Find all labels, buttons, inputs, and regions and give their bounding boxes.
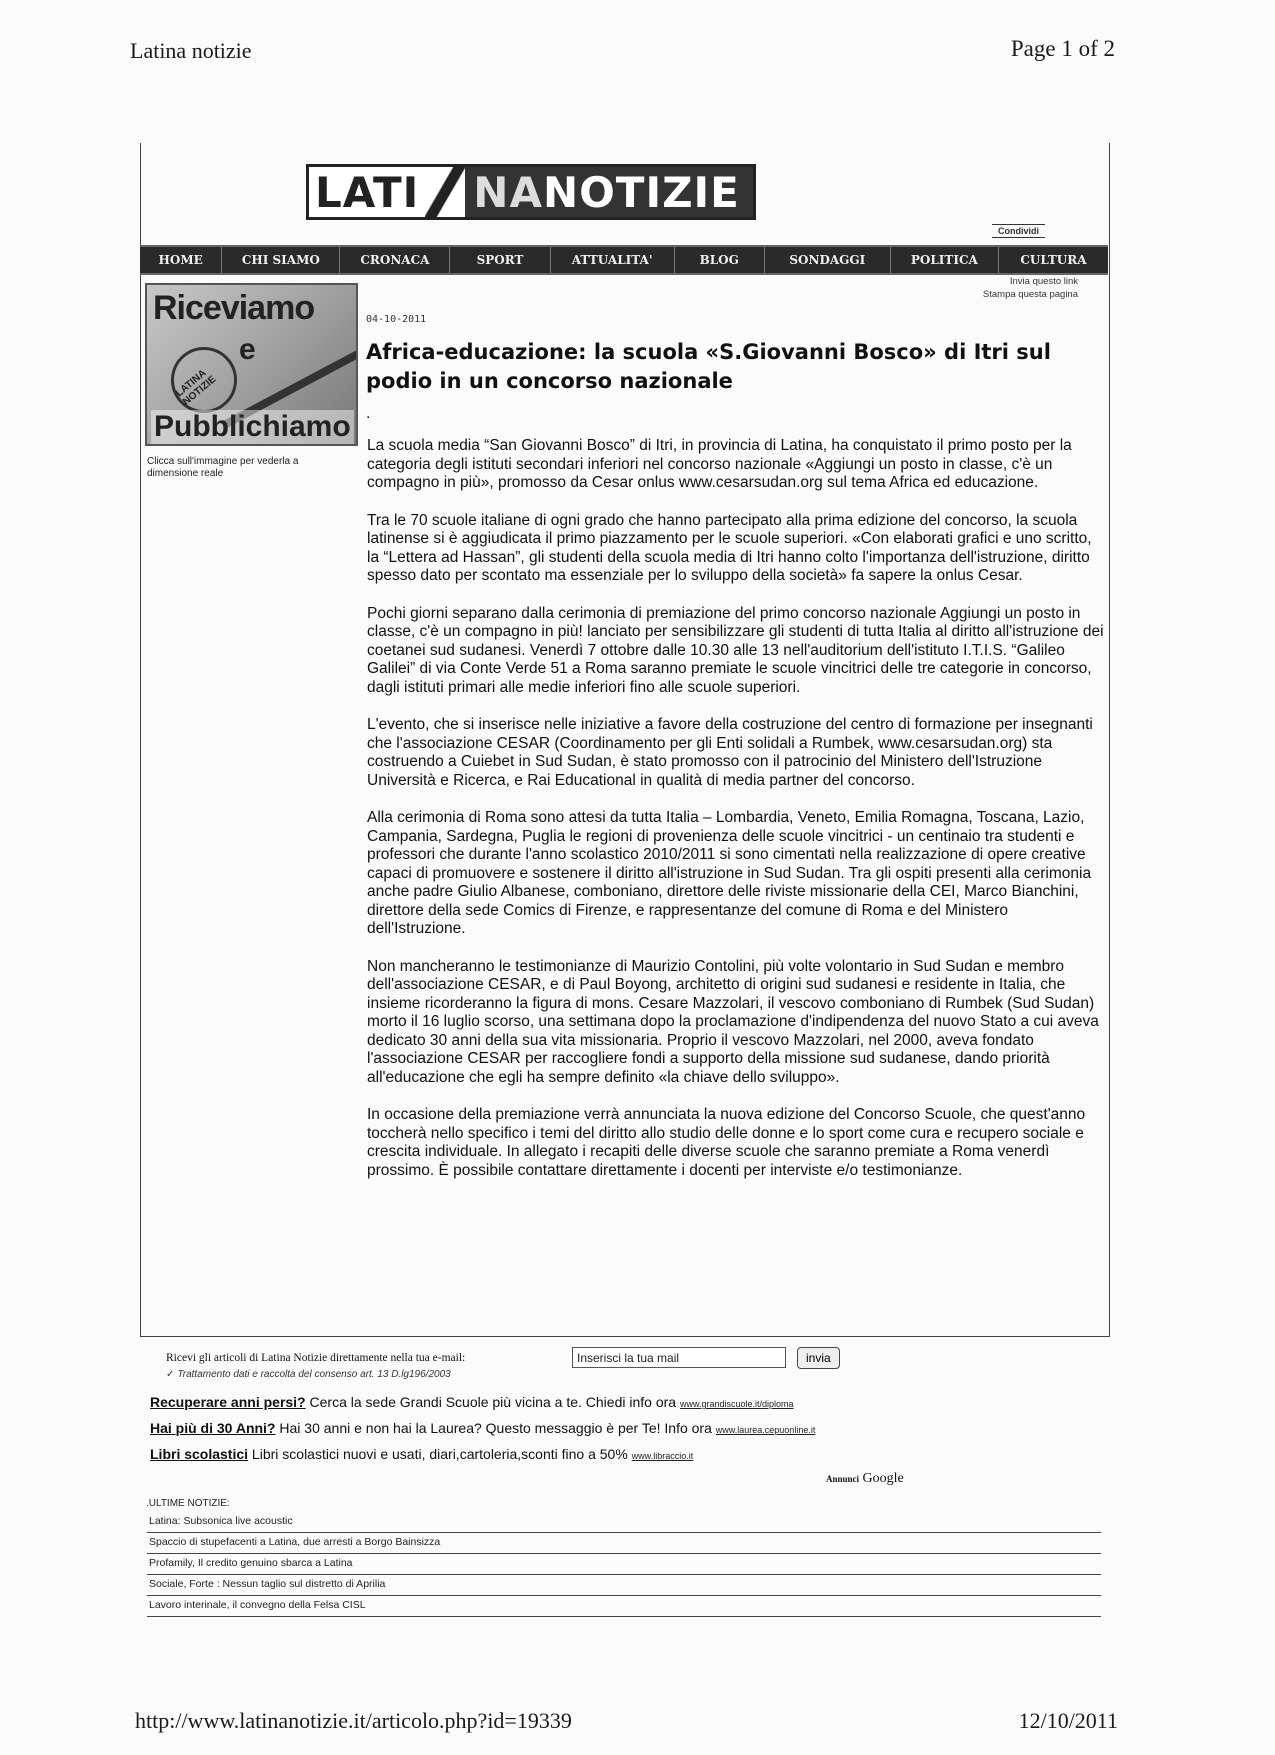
latest-news-link[interactable]: Lavoro interinale, il convegno della Felsa CISL	[149, 1599, 366, 1611]
latest-news-link[interactable]: Spaccio di stupefacenti a Latina, due arresti a Borgo Bainsizza	[149, 1536, 441, 1548]
banner-line-1: Riceviamo	[153, 289, 315, 327]
nav-attualita[interactable]: ATTUALITA'	[551, 247, 675, 273]
latest-news-list	[147, 1512, 1101, 1617]
article-paragraph: Alla cerimonia di Roma sono attesi da tutta Italia – Lombardia, Veneto, Emilia Romagna, Toscana, Lazio, Campania, Sardegna, Puglia le regioni di provenienza delle scuole vincitrici - un centinaio tra studenti e professori che durante l'anno scolastico 2010/2011 si sono cimentati nella realizzazione di opere creative capaci di promuovere e sostenere il diritto all'istruzione in Sud Sudan. Tra gli ospiti presenti alla cerimonia anche padre Giulio Albanese, comboniano, direttore delle riviste missionarie della CEI, Marco Bianchini, direttore della sede Comics di Firenze, e rappresentanze del comune di Roma e del Ministero dell'Istruzione.	[367, 809, 1092, 937]
list-item	[147, 1533, 1101, 1554]
nav-chi-siamo[interactable]: CHI SIAMO	[222, 247, 340, 273]
article-body	[367, 437, 1105, 1199]
nav-home[interactable]: HOME	[140, 247, 222, 273]
checkmark-icon[interactable]: ✓	[166, 1369, 175, 1380]
nav-cultura[interactable]: CULTURA	[1020, 253, 1087, 267]
ad-url-link[interactable]: www.libraccio.it	[631, 1451, 694, 1461]
banner-line-3: Pubblichiamo	[151, 410, 354, 444]
logo-part-notizie	[465, 167, 753, 217]
print-page-link[interactable]: Stampa questa pagina	[982, 289, 1078, 300]
logo-hidden-letters: NA	[473, 167, 543, 217]
print-page-indicator: Page 1 of 2	[1010, 36, 1115, 61]
ad-title-link[interactable]: Libri scolastici	[150, 1446, 249, 1462]
ad-row	[150, 1394, 794, 1410]
send-email-button[interactable]: invia	[797, 1347, 840, 1369]
article-paragraph: L'evento, che si inserisce nelle iniziative a favore della costruzione del centro di formazione per insegnanti che l'associazione CESAR (Coordinamento per gli Enti solidali a Rumbek, www.cesarsudan.org) sta costruendo a Cuiebet in Sud Sudan, è stato promosso con il patrocinio del Ministero dell'Istruzione Università e Ricerca, e Rai Educational in qualità di media partner del concorso.	[367, 716, 1093, 789]
article-paragraph: In occasione della premiazione verrà annunciata la nuova edizione del Concorso Scuole, che quest'anno toccherà nello specifico i temi del diritto allo studio delle donne e lo sport come cura e recupero sociale e crescita individuale. In allegato i recapiti delle diverse scuole che saranno premiate a Roma venerdì prossimo. È possibile contattare direttamente i docenti per interviste e/o testimonianze.	[367, 1106, 1086, 1179]
ads-label-google: Google	[862, 1471, 904, 1486]
print-url: http://www.latinanotizie.it/articolo.php?id=19339	[135, 1708, 572, 1733]
list-item	[147, 1575, 1101, 1596]
nav-cronaca[interactable]: CRONACA	[340, 247, 450, 273]
utility-links	[983, 275, 1078, 301]
ad-row	[150, 1420, 815, 1436]
email-field[interactable]	[572, 1347, 786, 1368]
ad-text: Hai 30 anni e non hai la Laurea? Questo messaggio è per Te! Info ora	[275, 1420, 716, 1436]
logo-part-latina: LATI	[309, 167, 425, 217]
nav-politica[interactable]: POLITICA	[891, 247, 999, 273]
share-button[interactable]: Condividi	[992, 224, 1045, 238]
ads-label-annunci: Annunci	[826, 1474, 860, 1484]
ad-row	[150, 1446, 693, 1462]
send-link[interactable]: Invia questo link	[1009, 276, 1078, 287]
stamp-logo: LATINA NOTIZIE	[158, 334, 251, 427]
logo-slash-graphic	[425, 167, 465, 217]
nav-sondaggi[interactable]: SONDAGGI	[765, 247, 891, 273]
riceviamo-pubblichiamo-banner[interactable]	[145, 283, 358, 446]
list-item	[147, 1512, 1101, 1533]
main-nav	[140, 245, 1108, 275]
ad-url-link[interactable]: www.laurea.cepuonline.it	[715, 1425, 816, 1435]
article-paragraph: Non mancheranno le testimonianze di Maurizio Contolini, più volte volontario in Sud Sudan e membro dell'associazione CESAR, e di Paul Boyong, architetto di origini sud sudanesi e residente in Italia, che insieme ricorderanno la figura di mons. Cesare Mazzolari, il vescovo comboniano di Rumbek (Sud Sudan) morto il 16 luglio scorso, una settimana dopo la proclamazione d'indipendenza del nuovo Stato a cui aveva dedicato 30 anni della sua vita missionaria. Proprio il vescovo Mazzolari, nel 2000, aveva fondato l'associazione CESAR per raccogliere fondi a supporto della missione sud sudanese, dando priorità all'educazione che egli ha sempre definito «la chiave dello sviluppo».	[367, 957, 1099, 1086]
google-ads-label[interactable]	[826, 1471, 904, 1487]
ad-url-link[interactable]: www.grandiscuole.it/diploma	[679, 1399, 794, 1409]
article-title: Africa-educazione: la scuola «S.Giovanni Bosco» di Itri sul podio in un concorso nazionale	[366, 340, 1051, 393]
ad-text: Cerca la sede Grandi Scuole più vicina a te. Chiedi info ora	[305, 1394, 680, 1410]
consent-text: Trattamento dati e raccolta del consenso art. 13 D.lg196/2003	[177, 1369, 451, 1380]
ad-title-link[interactable]: Hai più di 30 Anni?	[150, 1420, 276, 1436]
ad-title-link[interactable]: Recuperare anni persi?	[150, 1394, 306, 1410]
print-site-title: Latina notizie	[130, 38, 252, 63]
list-item	[147, 1554, 1101, 1575]
nav-sport[interactable]: SPORT	[450, 247, 550, 273]
latest-news-heading: .ULTIME NOTIZIE:	[146, 1498, 230, 1509]
list-item	[147, 1596, 1101, 1617]
logo-notizie-text: NOTIZIE	[542, 167, 740, 217]
site-logo[interactable]	[306, 164, 756, 220]
banner-line-2: e	[239, 333, 256, 366]
consent-row[interactable]	[166, 1369, 451, 1380]
article-paragraph: Pochi giorni separano dalla cerimonia di premiazione del primo concorso nazionale Aggiungi un posto in classe, c'è un compagno in più! lanciato per sensibilizzare gli studenti di tutta Italia al diritto all'istruzione dei coetanei sud sudanesi. Venerdì 7 ottobre dalle 10.30 alle 13 nell'auditorium dell'istituto I.T.I.S. “Galileo Galilei” di via Conte Verde 51 a Roma saranno premiate le scuole vincitrici delle tre categorie in concorso, dagli istituti primari alle medie inferiori fino alle scuole superiori.	[367, 604, 1104, 696]
latest-news-link[interactable]: Sociale, Forte : Nessun taglio sul distretto di Aprilia	[149, 1578, 386, 1590]
article-paragraph: La scuola media “San Giovanni Bosco” di Itri, in provincia di Latina, ha conquistato il primo posto per la categoria degli istituti secondari inferiori nel concorso nazionale «Aggiungi un posto in classe, c'è un compagno in più», promosso da Cesar onlus www.cesarsudan.org sul tema Africa ed educazione.	[367, 437, 1072, 491]
ad-text: Libri scolastici nuovi e usati, diari,cartoleria,sconti fino a 50%	[248, 1446, 632, 1462]
banner-caption: Clicca sull'immagine per vederla a dimensione reale	[147, 456, 299, 479]
nav-blog[interactable]: BLOG	[675, 247, 765, 273]
print-date: 12/10/2011	[1018, 1708, 1118, 1733]
subscribe-label: Ricevi gli articoli di Latina Notizie direttamente nella tua e-mail:	[166, 1352, 466, 1364]
latest-news-link[interactable]: Latina: Subsonica live acoustic	[149, 1515, 293, 1527]
article-paragraph: Tra le 70 scuole italiane di ogni grado che hanno partecipato alla prima edizione del concorso, la scuola latinense si è aggiudicata il primo piazzamento per le scuole superiori. «Con elaborati grafici e uno scritto, la “Lettera ad Hassan”, gli studenti della scuola media di Itri hanno colto l'importanza dell'istruzione, diritto spesso dato per scontato ma essenziale per lo sviluppo della società» fa sapere la onlus Cesar.	[367, 511, 1092, 584]
article-lead-dot: .	[366, 405, 371, 422]
latest-news-link[interactable]: Profamily, Il credito genuino sbarca a Latina	[149, 1557, 353, 1569]
article-date: 04-10-2011	[366, 314, 427, 325]
